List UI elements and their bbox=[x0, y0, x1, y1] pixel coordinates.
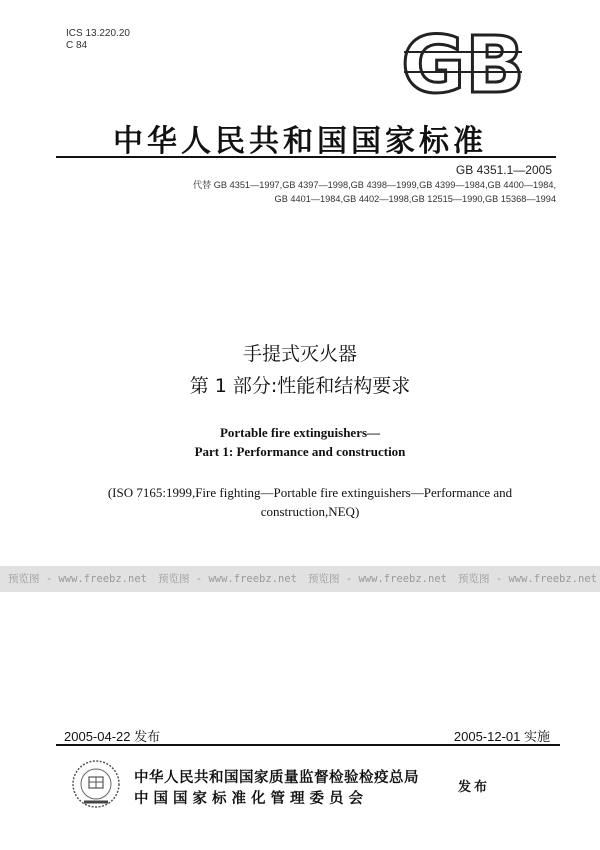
standard-number: GB 4351.1—2005 bbox=[455, 163, 552, 177]
gb-logo bbox=[398, 24, 528, 104]
watermark-item: 预览图 - www.freebz.net bbox=[458, 573, 597, 585]
replaces-line-2: GB 4401—1984,GB 4402—1998,GB 12515—1990,GB 15368—1994 bbox=[274, 194, 556, 204]
classification-codes bbox=[66, 28, 130, 52]
chinese-title-line-1: 手提式灭火器 bbox=[242, 343, 357, 365]
iso-reference: (ISO 7165:1999,Fire fighting—Portable fire extinguishers—Performance and construction,NEQ) bbox=[107, 485, 513, 519]
replaces-line-1: 代替 GB 4351—1997,GB 4397—1998,GB 4398—1999,GB 4399—1984,GB 4400—1984, bbox=[192, 180, 556, 190]
gb-logo-text: GB bbox=[401, 24, 525, 104]
english-title-line-2: Part 1: Performance and construction bbox=[194, 444, 406, 459]
issue-date: 2005-04-22 发布 bbox=[64, 729, 161, 744]
watermark-item: 预览图 - www.freebz.net bbox=[308, 573, 447, 585]
footer-divider bbox=[56, 744, 560, 746]
issuer-seal-icon bbox=[70, 758, 122, 810]
publish-label: 发布 bbox=[458, 780, 491, 795]
replaces-note bbox=[36, 178, 556, 206]
national-standard-title: 中华人民共和国国家标准 bbox=[113, 124, 487, 159]
header-divider bbox=[56, 156, 556, 158]
preview-watermark-band bbox=[0, 566, 600, 592]
ics-code: ICS 13.220.20 bbox=[66, 28, 130, 39]
ccs-code: C 84 bbox=[66, 40, 88, 51]
english-title-line-1: Portable fire extinguishers— bbox=[219, 425, 381, 440]
issuer-org-2: 中国国家标准化管理委员会 bbox=[134, 791, 368, 807]
watermark-item: 预览图 - www.freebz.net bbox=[8, 573, 147, 585]
watermark-item: 预览图 - www.freebz.net bbox=[158, 573, 297, 585]
implementation-date: 2005-12-01 实施 bbox=[453, 729, 550, 744]
issuer-org-1: 中华人民共和国国家质量监督检验检疫总局 bbox=[134, 770, 419, 786]
chinese-title-line-2: 第 1 部分:性能和结构要求 bbox=[189, 375, 411, 397]
